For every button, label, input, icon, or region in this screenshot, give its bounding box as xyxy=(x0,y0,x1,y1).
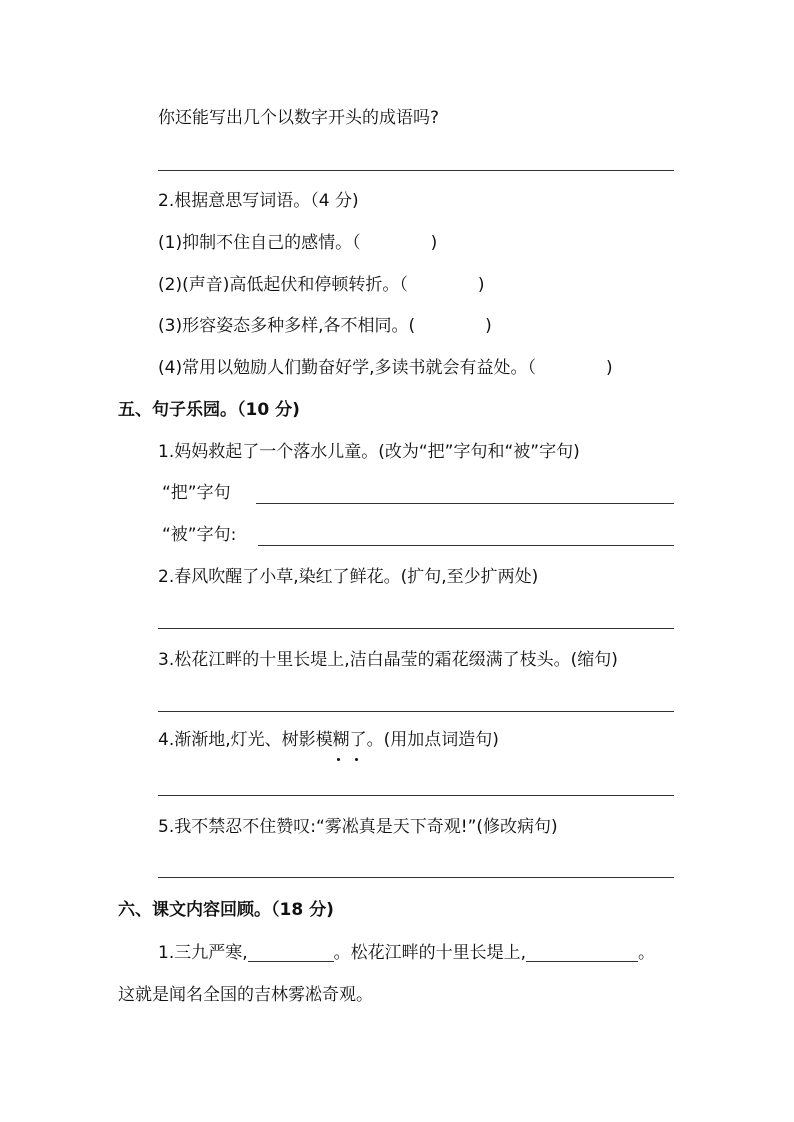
q2-item-3-text: (3)形容姿态多种多样,各不相同。( xyxy=(158,316,416,336)
s5-q1-text: 1.妈妈救起了一个落水儿童。(改为“把”字句和“被”字句) xyxy=(158,442,580,462)
answer-line-intro[interactable] xyxy=(158,170,674,171)
section5-heading: 五、句子乐园。（10 分) xyxy=(118,400,300,420)
s6-q1-part1: 1.三九严寒, xyxy=(158,943,248,963)
s5-q1-ba-label: “把”字句 xyxy=(162,483,231,503)
q2-item-3-close: ) xyxy=(485,316,492,336)
s5-q1-ba-answer-line[interactable] xyxy=(256,503,674,504)
q2-item-4-close: ) xyxy=(605,358,613,378)
emphasis-dot-1 xyxy=(337,758,340,761)
q2-title: 2.根据意思写词语。（4 分) xyxy=(158,191,359,211)
s5-q4-text: 4.渐渐地,灯光、树影模糊了。(用加点词造句) xyxy=(158,730,499,750)
s5-q1-bei-answer-line[interactable] xyxy=(258,545,674,546)
s6-q1-part2: 。松花江畔的十里长堤上, xyxy=(333,943,527,963)
q2-item-1 xyxy=(158,231,437,255)
s6-q1-blank-1[interactable] xyxy=(248,943,334,962)
s5-q3-answer-line[interactable] xyxy=(158,711,674,712)
q2-item-1-text: (1)抑制不住自己的感情。（ xyxy=(158,233,361,253)
q2-item-2 xyxy=(158,273,485,297)
s6-q1-part3: 。 xyxy=(638,943,656,963)
s5-q4-answer-line[interactable] xyxy=(158,795,674,796)
q2-item-1-close: ) xyxy=(430,233,438,253)
q2-item-3 xyxy=(158,314,492,338)
intro-question: 你还能写出几个以数字开头的成语吗? xyxy=(158,108,440,128)
s6-q1-blank-2[interactable] xyxy=(526,943,638,962)
s5-q5-text: 5.我不禁忍不住赞叹:“雾凇真是天下奇观!”(修改病句) xyxy=(158,817,558,837)
q2-item-2-close: ) xyxy=(477,275,485,295)
s5-q5-answer-line[interactable] xyxy=(158,877,674,878)
s6-q1-line2: 这就是闻名全国的吉林雾凇奇观。 xyxy=(118,985,373,1005)
emphasis-dot-2 xyxy=(355,758,358,761)
q2-item-4-text: (4)常用以勉励人们勤奋好学,多读书就会有益处。（ xyxy=(158,358,536,378)
s5-q2-text: 2.春风吹醒了小草,染红了鲜花。(扩句,至少扩两处) xyxy=(158,567,539,587)
section6-heading: 六、课文内容回顾。（18 分) xyxy=(118,900,334,920)
s5-q3-text: 3.松花江畔的十里长堤上,洁白晶莹的霜花缀满了枝头。(缩句) xyxy=(158,650,618,670)
s5-q2-answer-line[interactable] xyxy=(158,628,674,629)
q2-item-4 xyxy=(158,356,613,380)
s5-q1-bei-label: “被”字句: xyxy=(162,525,237,545)
s6-q1-line1 xyxy=(158,941,655,965)
q2-item-2-text: (2)(声音)高低起伏和停顿转折。（ xyxy=(158,275,408,295)
